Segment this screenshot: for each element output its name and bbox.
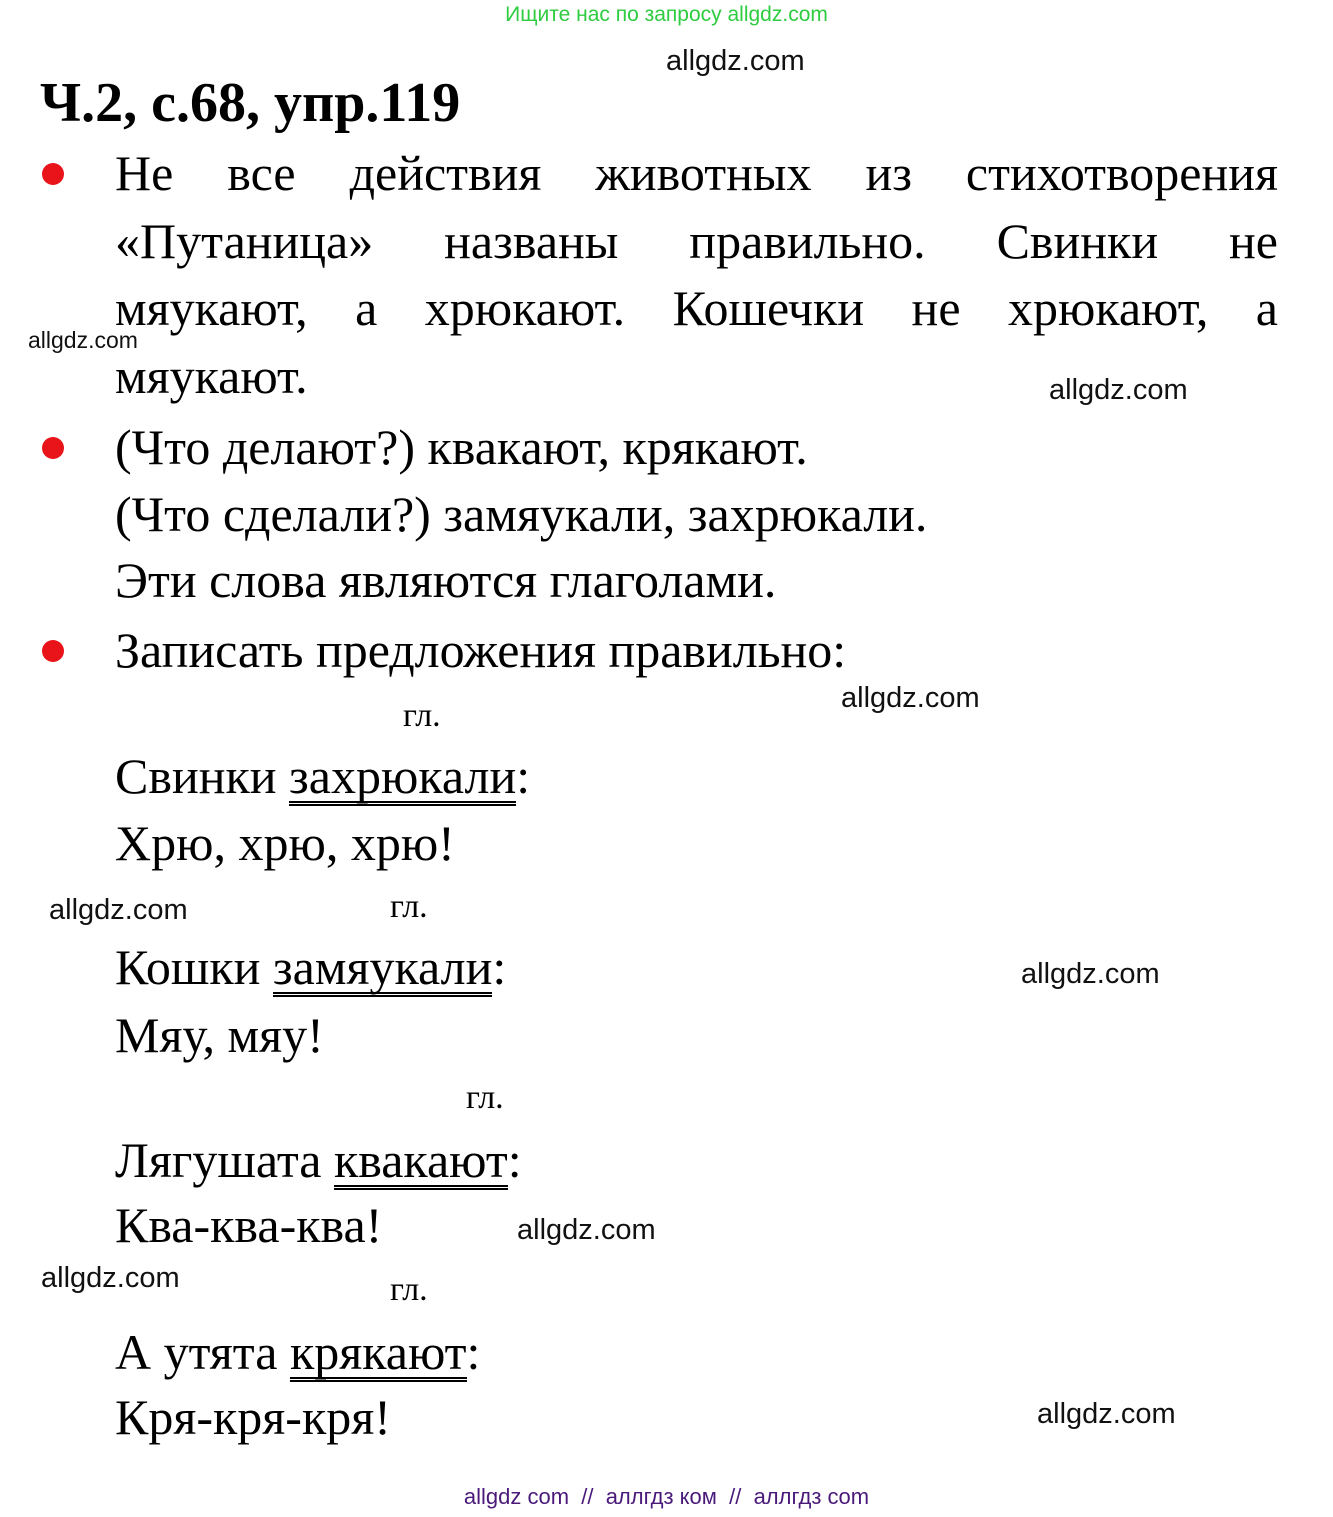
watermark: allgdz.com	[666, 45, 805, 77]
watermark: allgdz.com	[1021, 958, 1160, 990]
sound-line: Кря-кря-кря!	[115, 1389, 391, 1445]
subject: Лягушата	[115, 1132, 334, 1188]
subject: Свинки	[115, 748, 290, 804]
sentence-line	[115, 1318, 480, 1386]
sound-line: Мяу, мяу!	[115, 1007, 324, 1063]
text-line: мяукают.	[115, 348, 308, 404]
verb-underlined: замяукали	[272, 939, 493, 995]
punct: :	[516, 748, 531, 804]
exercise-title: Ч.2, с.68, упр.119	[40, 72, 461, 134]
footer-links[interactable]: allgdz com // аллгдз ком // аллгдз com	[463, 1484, 870, 1509]
subject: Кошки	[115, 939, 273, 995]
bullet-icon	[42, 163, 64, 185]
bullet-icon	[42, 640, 64, 662]
watermark: allgdz.com	[1037, 1398, 1176, 1430]
sentence-line	[115, 742, 530, 810]
verb-underlined: захрюкали	[289, 748, 517, 804]
watermark: allgdz.com	[41, 1262, 180, 1294]
text-line: Записать предложения правильно:	[115, 622, 847, 678]
bullet-icon	[42, 437, 64, 459]
sentence-line	[115, 933, 506, 1001]
verb-label: гл.	[390, 888, 428, 925]
verb-label: гл.	[390, 1271, 428, 1308]
text-line: Не все действия животных из стихотворения	[115, 145, 1278, 201]
watermark: allgdz.com	[517, 1214, 656, 1246]
watermark: allgdz.com	[28, 327, 138, 353]
search-banner[interactable]: Ищите нас по запросу allgdz.com	[505, 3, 828, 26]
watermark: allgdz.com	[1049, 374, 1188, 406]
text-line: Эти слова являются глаголами.	[115, 552, 777, 608]
text-line: мяукают, а хрюкают. Кошечки не хрюкают, а	[115, 280, 1278, 336]
verb-underlined: квакают	[333, 1132, 508, 1188]
verb-underlined: крякают	[289, 1324, 467, 1380]
punct: :	[507, 1132, 522, 1188]
text-line: (Что делают?) квакают, крякают.	[115, 419, 808, 475]
subject: А утята	[115, 1324, 290, 1380]
text-line: «Путаница» названы правильно. Свинки не	[115, 213, 1278, 269]
sound-line: Ква-ква-ква!	[115, 1197, 383, 1253]
text-line: (Что сделали?) замяукали, захрюкали.	[115, 486, 928, 542]
punct: :	[466, 1324, 481, 1380]
verb-label: гл.	[403, 697, 441, 734]
watermark: allgdz.com	[49, 894, 188, 926]
sound-line: Хрю, хрю, хрю!	[115, 815, 455, 871]
sentence-line	[115, 1126, 522, 1194]
watermark: allgdz.com	[841, 682, 980, 714]
punct: :	[492, 939, 507, 995]
verb-label: гл.	[466, 1079, 504, 1116]
